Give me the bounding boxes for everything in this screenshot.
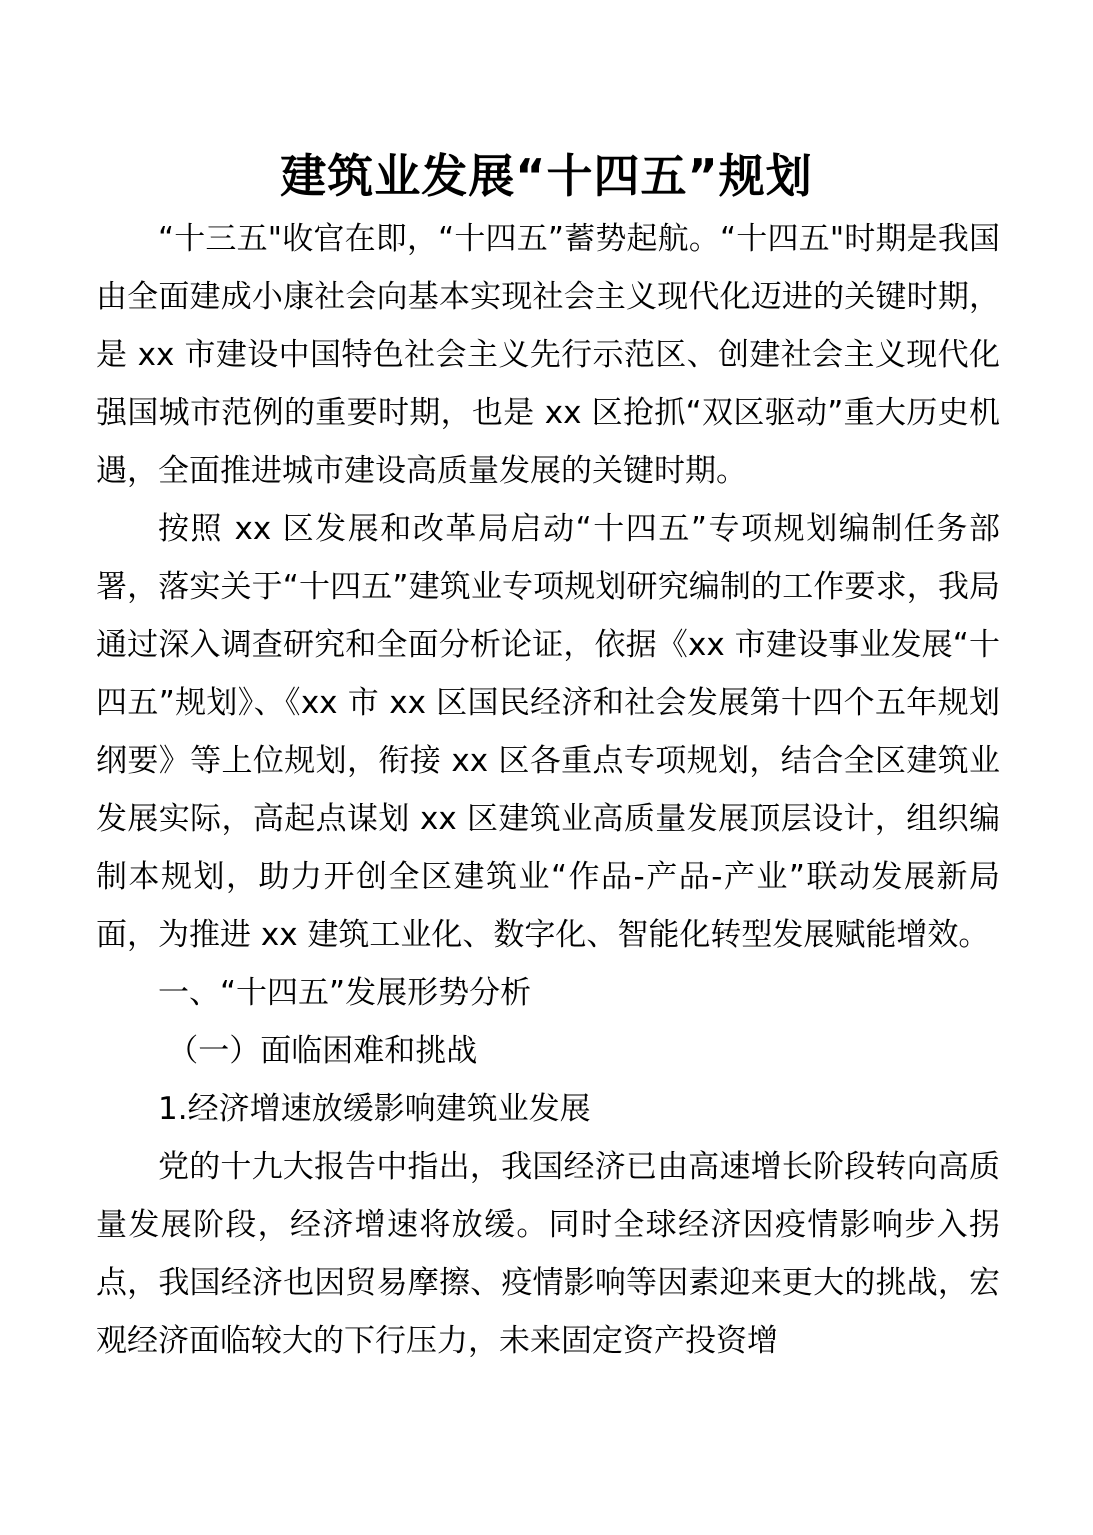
document-body [96,210,1000,1370]
item-heading: 1.经济增速放缓影响建筑业发展 [158,1091,591,1127]
intro-paragraph: “十三五"收官在即，“十四五”蓄势起航。“十四五"时期是我国由全面建成小康社会向基本实现社会主义现代化迈进的关键时期，是 xx 市建设中国特色社会主义先行示范区、创建社会主义现代化强国城市范例的重要时期，也是 xx 区抢抓“双区驱动”重大历史机遇，全面推进城市建设高质量发展的关键时期。 [96,221,1000,489]
basis-paragraph: 按照 xx 区发展和改革局启动“十四五”专项规划编制任务部署，落实关于“十四五”建筑业专项规划研究编制的工作要求，我局通过深入调查研究和全面分析论证，依据《xx 市建设事业发展“十四五”规划》、《xx 市 xx 区国民经济和社会发展第十四个五年规划纲要》等上位规划，衔接 xx 区各重点专项规划，结合全区建筑业发展实际，高起点谋划 xx 区建筑业高质量发展顶层设计，组织编制本规划，助力开创全区建筑业“作品-产品-产业”联动发展新局面，为推进 xx 建筑工业化、数字化、智能化转型发展赋能增效。 [96,511,1000,953]
document-title: 建筑业发展“十四五”规划 [280,149,813,203]
economy-paragraph: 党的十九大报告中指出，我国经济已由高速增长阶段转向高质量发展阶段，经济增速将放缓。同时全球经济因疫情影响步入拐点，我国经济也因贸易摩擦、疫情影响等因素迎来更大的挑战，宏观经济面临较大的下行压力，未来固定资产投资增 [96,1149,1000,1359]
section-heading: 一、“十四五”发展形势分析 [158,975,532,1011]
subsection-heading: （一）面临困难和挑战 [167,1033,478,1069]
